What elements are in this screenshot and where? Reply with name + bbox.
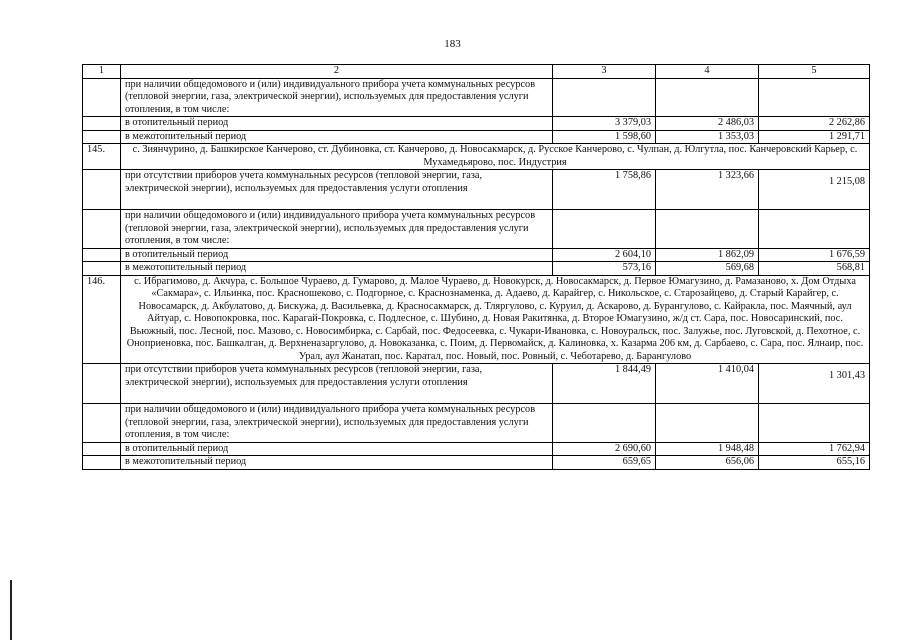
tariff-table	[82, 64, 870, 470]
value-col5: 1 291,71	[759, 130, 870, 144]
row-label: при отсутствии приборов учета коммунальных ресурсов (тепловой энергии, газа, электрической энергии), используемых для предоставления услуги отопления	[121, 364, 553, 404]
value-col3: 659,65	[553, 456, 656, 470]
value-col3	[553, 404, 656, 443]
table-row	[83, 456, 870, 470]
value-col3: 2 690,60	[553, 442, 656, 456]
value-col4: 1 353,03	[656, 130, 759, 144]
header-row	[83, 65, 870, 79]
value-col3: 3 379,03	[553, 117, 656, 131]
table-row	[83, 78, 870, 117]
value-col4: 1 862,09	[656, 248, 759, 262]
header-cell: 3	[553, 65, 656, 79]
table-row	[83, 117, 870, 131]
row-label: при наличии общедомового и (или) индивидуального прибора учета коммунальных ресурсов (тепловой энергии, газа, электрической энергии), используемых для предоставления услуги отопления, в том числе:	[121, 78, 553, 117]
header-cell: 1	[83, 65, 121, 79]
value-col4: 1 410,04	[656, 364, 759, 404]
table-row	[83, 170, 870, 210]
row-label: в отопительный период	[121, 248, 553, 262]
value-col4: 1 948,48	[656, 442, 759, 456]
value-col4: 1 323,66	[656, 170, 759, 210]
row-label: в межотопительный период	[121, 262, 553, 276]
value-col3	[553, 78, 656, 117]
table-row	[83, 262, 870, 276]
value-col5: 1 762,94	[759, 442, 870, 456]
value-col3: 573,16	[553, 262, 656, 276]
settlement-list: с. Ибрагимово, д. Акчура, с. Большое Чураево, д. Гумарово, д. Малое Чураево, д. Новокурск, д. Новосакмарск, д. Первое Юмагузино, д. Рамазаново, х. Дом Отдыха «Сакмара», с. Ильинка, пос. Красношеково, с. Подгорное, с. Краснознаменка, д. Адаево, д. Карайгер, с. Никольское, с. Старозайцево, д. Старый Карайгер, с. Новосамарск, д. Акбулатово, д. Бискужа, д. Васильевка, д. Красносакмарск, д. Тляргулово, с. Куруил, д. Аскарово, д. Бурангулово, с. Кайракла, пос. Маячный, аул Айтуар, с. Новопокровка, пос. Карагай-Покровка, с. Подлесное, с. Шубино, д. Новая Ракитянка, д. Второе Юмагузино, ж/д ст. Сара, пос. Новосаринский, пос. Вьюжный, пос. Лесной, пос. Мазово, с. Новосимбирка, с. Сарбай, пос. Федосеевка, с. Чукари-Ивановка, с. Новоуральск, пос. Залужье, пос. Луговской, д. Пехотное, с. Оноприеновка, пос. Башкалган, д. Верхненазаргулово, д. Новоказанка, с. Поим, д. Первомайск, д. Калиновка, х. Казарма 206 км, д. Сарбаево, с. Сара, пос. Ялнаир, пос. Урал, аул Жанатап, пос. Каратал, пос. Новый, пос. Ровный, с. Чеботарево, д. Барангулово	[121, 275, 870, 364]
value-col3	[553, 210, 656, 249]
section-header-row	[83, 275, 870, 364]
value-col4	[656, 78, 759, 117]
value-col3: 1 598,60	[553, 130, 656, 144]
header-cell: 2	[121, 65, 553, 79]
header-cell: 4	[656, 65, 759, 79]
section-header-row	[83, 144, 870, 170]
value-col5	[759, 210, 870, 249]
value-col5: 655,16	[759, 456, 870, 470]
value-col5	[759, 78, 870, 117]
table-row	[83, 404, 870, 443]
row-label: при отсутствии приборов учета коммунальных ресурсов (тепловой энергии, газа, электрической энергии), используемых для предоставления услуги отопления	[121, 170, 553, 210]
page-number: 183	[444, 38, 461, 50]
value-col3: 1 844,49	[553, 364, 656, 404]
table-row	[83, 364, 870, 404]
value-col3: 2 604,10	[553, 248, 656, 262]
table-row	[83, 210, 870, 249]
row-label: в межотопительный период	[121, 456, 553, 470]
table-row	[83, 248, 870, 262]
value-col5	[759, 404, 870, 443]
table-row	[83, 130, 870, 144]
header-cell: 5	[759, 65, 870, 79]
value-col4: 656,06	[656, 456, 759, 470]
table-row	[83, 442, 870, 456]
value-col5: 1 676,59	[759, 248, 870, 262]
value-col5: 1 301,43	[759, 364, 870, 404]
row-label: при наличии общедомового и (или) индивидуального прибора учета коммунальных ресурсов (тепловой энергии, газа, электрической энергии), используемых для предоставления услуги отопления, в том числе:	[121, 404, 553, 443]
value-col4	[656, 210, 759, 249]
value-col4: 569,68	[656, 262, 759, 276]
row-label: при наличии общедомового и (или) индивидуального прибора учета коммунальных ресурсов (тепловой энергии, газа, электрической энергии), используемых для предоставления услуги отопления, в том числе:	[121, 210, 553, 249]
value-col3: 1 758,86	[553, 170, 656, 210]
section-index: 145.	[83, 144, 121, 170]
row-label: в отопительный период	[121, 117, 553, 131]
value-col4: 2 486,03	[656, 117, 759, 131]
section-index: 146.	[83, 275, 121, 364]
row-label: в межотопительный период	[121, 130, 553, 144]
value-col5: 568,81	[759, 262, 870, 276]
scan-edge-line	[10, 580, 12, 640]
value-col5: 2 262,86	[759, 117, 870, 131]
value-col5: 1 215,08	[759, 170, 870, 210]
settlement-list: с. Зиянчурино, д. Башкирское Канчерово, ст. Дубиновка, ст. Канчерово, д. Новосакмарск, д. Русское Канчерово, с. Чулпан, д. Юлгутла, пос. Канчеровский Карьер, с. Мухамедьярово, пос. Индустрия	[121, 144, 870, 170]
value-col4	[656, 404, 759, 443]
row-label: в отопительный период	[121, 442, 553, 456]
